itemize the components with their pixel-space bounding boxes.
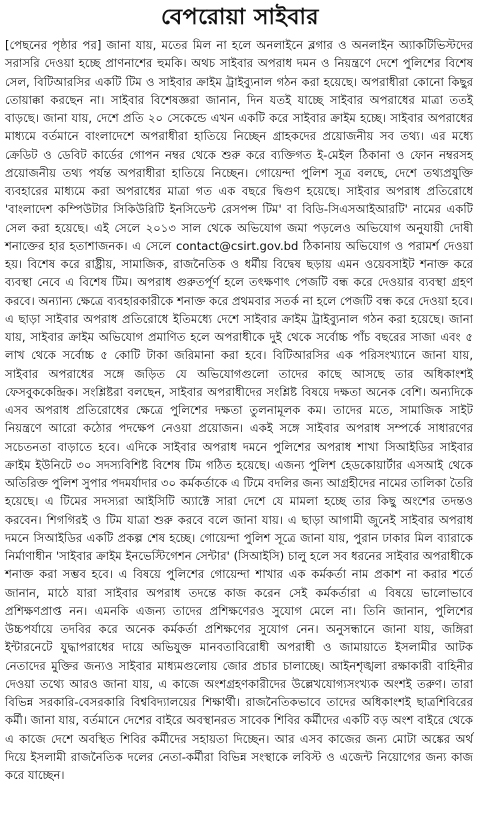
article-body-text: জানা যায়, মতের মিল না হলে অনলাইনে ব্লগার ও অনলাইন অ্যাকটিভিস্টদের সরাসরি দেওয়া হচ্ছে প্রাণনাশের হুমকি। অথচ সাইবার অপরাধ দমন ও নিয়ন্ত্রণে দেশে পুলিশের বিশেষ সেল, বিটিআরসির একটি টিম ও সাইবার ক্রাইম ট্রাইব্যুনাল গঠন করা হয়েছে। অপরাধীরা কোনো কিছুর তোয়াক্কা করছেন না। সাইবার বিশেষজ্ঞরা জানান, দিন যতই যাচ্ছে সাইবার অপরাধের মাত্রা ততই বাড়ছে। জানা যায়, দেশে প্রতি ২০ সেকেন্ডে এখন একটি করে সাইবার ক্রাইম হচ্ছে। সাইবার অপরাধের মাধ্যমে বর্তমানে বাংলাদেশে অপরাধীরা হাতিয়ে নিচ্ছেন গ্রাহকদের প্রয়োজনীয় সব তথ্য। এর মধ্যে ক্রেডিট ও ডেবিট কার্ডের গোপন নম্বর থেকে শুরু করে ব্যক্তিগত ই-মেইল ঠিকানা ও ফোন নম্বরসহ প্রয়োজনীয় তথ্য পর্যন্ত অপরাধীরা হাতিয়ে নিচ্ছেন। গোয়েন্দা পুলিশ সূত্র বলছে, দেশে তথ্যপ্রযুক্তি ব্যবহারের মাধ্যমে করা অপরাধের মাত্রা গত এক বছরে দ্বিগুণ হয়েছে। সাইবার অপরাধ প্রতিরোধে 'বাংলাদেশ কম্পিউটার সিকিউরিটি ইনসিডেন্ট রেসপন্স টিম' বা বিডি-সিএসআইআরটি' নামের একটি সেল করা হয়েছে। এই সেলে ২০১৩ সাল থেকে অভিযোগ জমা পড়লেও অভিযোগ অনুযায়ী দোষী শনাক্তের হার হতাশাজনক। এ সেলে contact@csirt.gov.bd ঠিকানায় অভিযোগ ও পরামর্শ দেওয়া হয়। বিশেষ করে রাষ্ট্রীয়, সামাজিক, রাজনৈতিক ও ধর্মীয় বিদ্বেষ ছড়ায় এমন ওয়েবসাইট শনাক্ত করে ব্যবস্থা নেবে এ বিশেষ টিম। অপরাধ গুরুতর্পূর্ণ হলে তৎক্ষণাৎ পেজটি বন্ধ করে দেওয়ার ব্যবস্থা গ্রহণ করবে। অন্যান্য ক্ষেত্রে ব্যবহারকারীকে শনাক্ত করে প্রথমবার সতর্ক না হলে পেজটি বন্ধ করে দেওয়া হবে। এ ছাড়া সাইবার অপরাধ প্রতিরোধে ইতিমধ্যে দেশে সাইবার ক্রাইম ট্রাইব্যুনাল গঠন করা হয়েছে। জানা যায়, সাইবার ক্রাইম অভিযোগ প্রমাণিত হলে অপরাধীকে দুই থেকে সর্বোচ্চ পাঁচ বছরের সাজা এবং ৫ লাখ থেকে সর্বোচ্চ ৫ কোটি টাকা জরিমানা করা হবে। বিটিআরসির এক পরিসংখ্যানে জানা যায়, সাইবার অপরাধের সঙ্গে জড়িত যে অভিযোগগুলো তাদের কাছে আসছে তার অধিকাংশই ফেসবুককেন্দ্রিক। সংশ্লিষ্টরা বলছেন, সাইবার অপরাধীদের সংশ্লিষ্ট বিষয়ে দক্ষতা অনেক বেশি। অন্যদিকে এসব অপরাধ প্রতিরোধের ক্ষেত্রে পুলিশের দক্ষতা তুলনামূলক কম। তাদের মতে, সামাজিক সাইট নিয়ন্ত্রণে আরো কঠোর পদক্ষেপ নেওয়া প্রয়োজন। একই সঙ্গে সাইবার অপরাধ সম্পর্কে সাধারণের সচেতনতা বাড়াতে হবে। এদিকে সাইবার অপরাধ দমনে পুলিশের অপরাধ শাখা সিআইডির সাইবার ক্রাইম ইউনিটে ৩০ সদস্যবিশিষ্ট বিশেষ টিম গঠিত হয়েছে। এজন্য পুলিশ হেডকোয়ার্টার এসআই থেকে অতিরিক্ত পুলিশ সুপার পদমর্যাদার ৩০ কর্মকর্তাকে এ টিমে বদলির জন্য আগ্রহীদের নামের তালিকা তৈরি হয়েছে। এ টিমের সদস্যরা আইসিটি অ্যাক্টে সারা দেশে যে মামলা হচ্ছে তার কিছু অংশের তদন্তও করবেন। শিগগিরই ও টিম যাত্রা শুরু করবে বলে জানা যায়। এ ছাড়া আগামী জুনেই সাইবার অপরাধ দমনে সিআইডির একটি প্রকল্প শেষ হচ্ছে। গোয়েন্দা পুলিশ সূত্রে জানা যায়, পুরান ঢাকার মিল ব্যারাকে নির্মাণাধীন 'সাইবার ক্রাইম ইনভেস্টিগেশন সেন্টার' (সিআইসি) চালু হলে সব ধরনের সাইবার অপরাধীকে শনাক্ত করা সম্ভব হবে। এ বিষয়ে পুলিশের গোয়েন্দা শাখার এক কর্মকর্তা নাম প্রকাশ না করার শর্তে জানান, মাঠে যারা সাইবার অপরাধ তদন্তে কাজ করেন সেই কর্মকর্তারা এ বিষয়ে ভালোভাবে প্রশিক্ষণপ্রাপ্ত নন। এমনকি এজন্য তাদের প্রশিক্ষণেরও সুযোগ মেলে না। তিনি জানান, পুলিশের উচ্চপর্যায়ে তদবির করে অনেক কর্মকর্তা প্রশিক্ষণের সুযোগ নেন। অনুসন্ধানে জানা যায়, জঙ্গিরা ইন্টারনেটে যুদ্ধাপরাধের দায়ে অভিযুক্ত মানবতাবিরোধী অপরাধী ও জামায়াতে ইসলামীর আটক নেতাদের মুক্তির জন্যও সাইবার মাধ্যমগুলোয় জোর প্রচার চালাচ্ছে। আইনশৃঙ্খলা রক্ষাকারী বাহিনীর দেওয়া তথ্যে আরও জানা যায়, এ কাজে অংশগ্রহণকারীদের উল্লেখযোগ্যসংখ্যক অংশই তরুণ। তারা বিভিন্ন সরকারি-বেসরকারি বিশ্ববিদ্যালয়ের শিক্ষার্থী। রাজনৈতিকভাবে তাদের অধিকাংশই ছাত্রশিবিরের কর্মী। জানা যায়, বর্তমানে দেশের বাইরে অবস্থানরত সাবেক শিবির কর্মীদের একটি বড় অংশ বাইরে থেকে এ কাজে দেশে অবস্থিত শিবির কর্মীদের সহায়তা দিচ্ছেন। আর এসব কাজের জন্য মোটা অঙ্কের অর্থ দিয়ে ইসলামী রাজনৈতিক দলের নেতা-কর্মীরা বিভিন্ন সংস্থাকে লবিস্ট ও এজেন্ট নিয়োগের জন্য কাজ করে যাচ্ছেন। [5,38,473,782]
article-headline: বেপরোয়া সাইবার [160,5,319,30]
article-body [3,36,477,784]
continued-from-label: [পেছনের পৃষ্ঠার পর] [5,38,102,52]
news-article [3,2,477,836]
